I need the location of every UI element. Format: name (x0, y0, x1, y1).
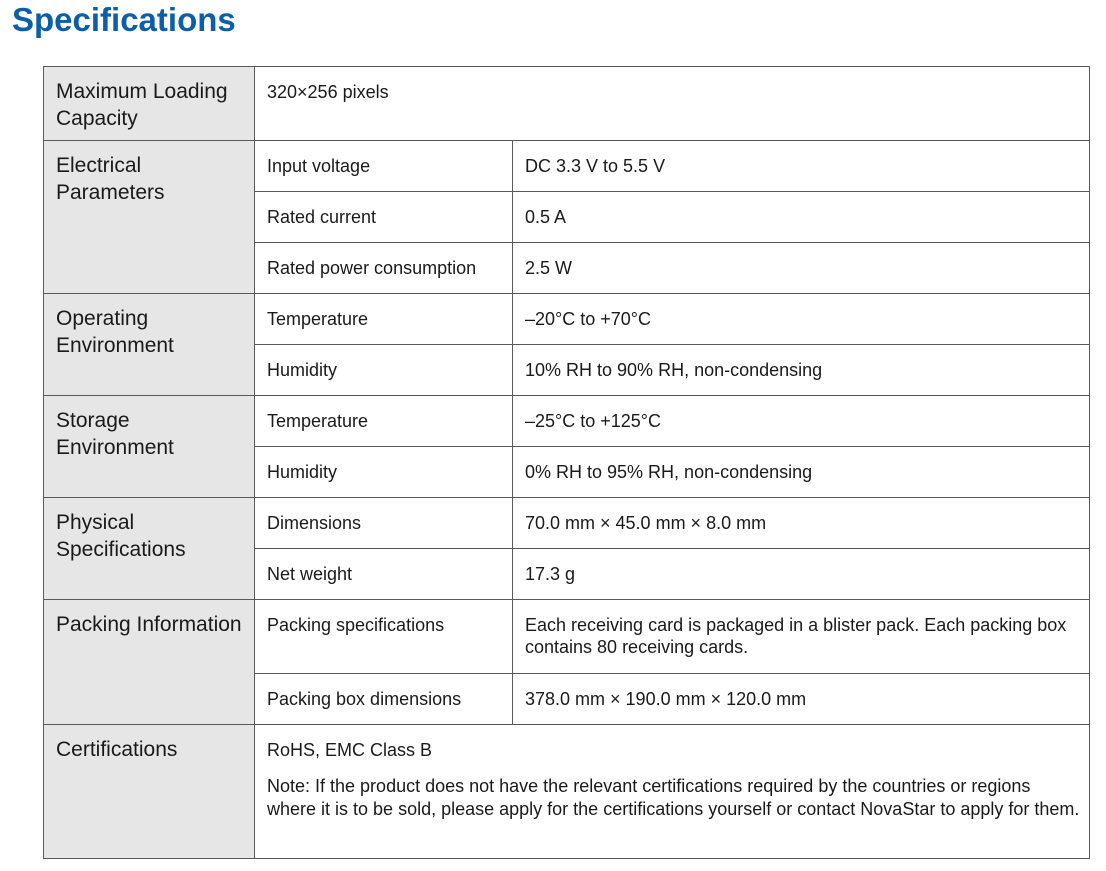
param-cell: Temperature (255, 294, 513, 345)
category-cell: Maximum Loading Capacity (44, 67, 255, 141)
certifications-cell (255, 725, 1090, 859)
certifications-note: Note: If the product does not have the relevant certifications required by the countries or regions where it is to be sold, please apply for the certifications yourself or contact NovaStar to apply for them. (267, 776, 1080, 819)
category-cell: Certifications (44, 725, 255, 859)
param-cell: Packing specifications (255, 600, 513, 674)
value-cell: 320×256 pixels (255, 67, 1090, 141)
page-title: Specifications (12, 1, 236, 38)
value-cell: 17.3 g (513, 549, 1090, 600)
table-row (44, 498, 1090, 549)
table-row (44, 725, 1090, 859)
table-row (44, 600, 1090, 674)
value-cell: 0% RH to 95% RH, non-condensing (513, 447, 1090, 498)
table-row (44, 67, 1090, 141)
table-row (44, 294, 1090, 345)
param-cell: Packing box dimensions (255, 674, 513, 725)
param-cell: Input voltage (255, 141, 513, 192)
value-cell: Each receiving card is packaged in a blister pack. Each packing box contains 80 receiving cards. (513, 600, 1090, 674)
certifications-value: RoHS, EMC Class B (267, 740, 433, 760)
value-cell: 10% RH to 90% RH, non-condensing (513, 345, 1090, 396)
value-cell: 0.5 A (513, 192, 1090, 243)
value-cell: –20°C to +70°C (513, 294, 1090, 345)
value-cell: DC 3.3 V to 5.5 V (513, 141, 1090, 192)
specifications-table (43, 66, 1090, 859)
value-cell: –25°C to +125°C (513, 396, 1090, 447)
category-cell: Operating Environment (44, 294, 255, 396)
param-cell: Temperature (255, 396, 513, 447)
value-cell: 2.5 W (513, 243, 1090, 294)
category-cell: Electrical Parameters (44, 141, 255, 294)
param-cell: Rated power consumption (255, 243, 513, 294)
param-cell: Humidity (255, 447, 513, 498)
param-cell: Humidity (255, 345, 513, 396)
table-row (44, 141, 1090, 192)
value-cell: 378.0 mm × 190.0 mm × 120.0 mm (513, 674, 1090, 725)
param-cell: Dimensions (255, 498, 513, 549)
param-cell: Net weight (255, 549, 513, 600)
category-cell: Packing Information (44, 600, 255, 725)
category-cell: Storage Environment (44, 396, 255, 498)
value-cell: 70.0 mm × 45.0 mm × 8.0 mm (513, 498, 1090, 549)
param-cell: Rated current (255, 192, 513, 243)
category-cell: Physical Specifications (44, 498, 255, 600)
table-row (44, 396, 1090, 447)
